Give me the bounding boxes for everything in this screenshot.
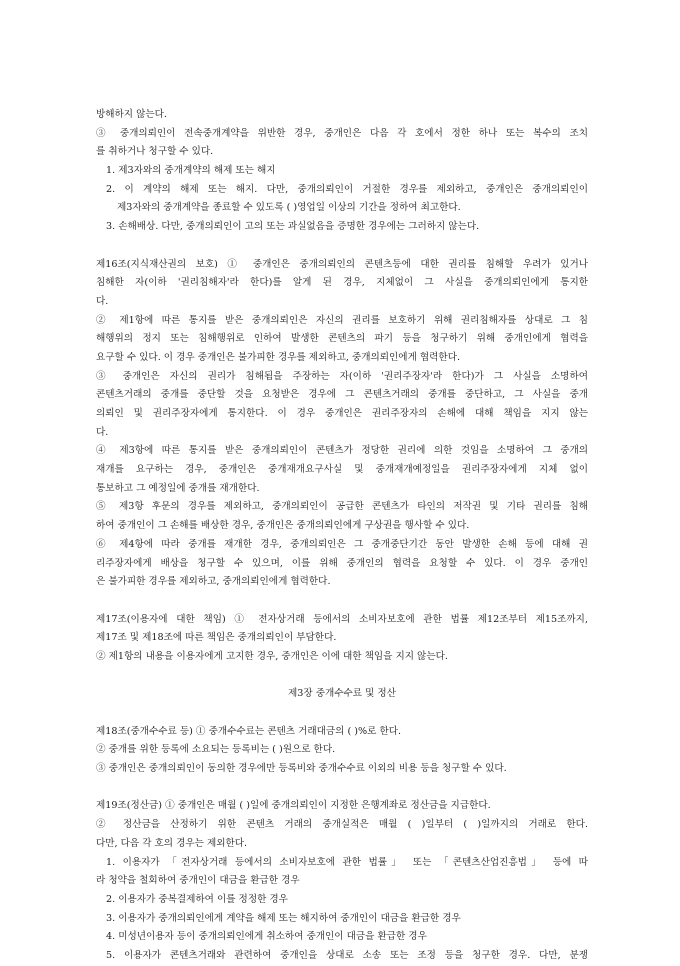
text-line: 다. — [96, 295, 109, 307]
text-line: 해행위의 정지 또는 침해행위로 인하여 발생한 콘텐츠의 파기 등을 청구하기 위해 중개인에게 협력을 — [96, 333, 588, 345]
paragraph-gap — [96, 237, 588, 256]
text-line: ② 정산금을 산정하기 위한 콘텐츠 거래의 중개실적은 매월 ( )일부터 ( )일까지의 거래로 한다. — [96, 819, 588, 831]
text-line: 를 취하거나 청구할 수 있다. — [96, 146, 214, 158]
text-line: 방해하지 않는다. — [96, 109, 167, 120]
text-line: ② 제1항에 따른 통지를 받은 중개의뢰인은 자신의 권리를 보호하기 위해 권리침해자를 상대로 그 침 — [96, 314, 588, 326]
text-line: 통보하고 그 예정일에 중개를 재개한다. — [96, 482, 260, 494]
text-line: ③ 중개인은 자신의 권리가 침해됨을 주장하는 자(이하 '권리주장자'라 한다)가 그 사실을 소명하여 — [96, 370, 588, 382]
paragraph-gap — [96, 704, 588, 723]
text-line: 재개를 요구하는 경우, 중개인은 중개재개요구사실 및 중개재개예정일을 권리주장자에게 지체 없이 — [96, 464, 588, 476]
list-item-continuation: 제3자와의 중개계약을 종료할 수 있도록 ( )영업일 이상의 기간을 정하여 최고한다. — [117, 202, 461, 214]
text-line: ② 제1항의 내용을 이용자에게 고지한 경우, 중개인은 이에 대한 책임을 지지 않는다. — [96, 650, 448, 662]
text-line: 다. — [96, 426, 109, 438]
article-heading-line: 제17조(이용자에 대한 책임) ① 전자상거래 등에서의 소비자보호에 관한 법률 제12조부터 제15조까지, — [96, 613, 588, 625]
paragraph-gap — [96, 667, 588, 686]
list-item: 1. 이용자가 「전자상거래 등에서의 소비자보호에 관한 법률」 또는 「콘텐츠산업진흥법」 등에 따 — [106, 856, 588, 868]
article-heading-line: 제18조(중개수수료 등) ① 중개수수료는 콘텐츠 거래대금의 ( )%로 한다. — [96, 725, 402, 737]
list-item: 4. 미성년이용자 등이 중개의뢰인에게 취소하여 중개인이 대금을 환급한 경우 — [106, 931, 427, 943]
list-item: 3. 이용자가 중개의뢰인에게 계약을 해제 또는 해지하여 중개인이 대금을 환급한 경우 — [106, 912, 461, 924]
paragraph-gap — [96, 592, 588, 611]
text-line: ③ 중개의뢰인이 전속중개계약을 위반한 경우, 중개인은 다음 각 호에서 정한 하나 또는 복수의 조치 — [96, 127, 588, 139]
paragraph-gap — [96, 779, 588, 798]
text-line: 은 불가피한 경우를 제외하고, 중개의뢰인에게 협력한다. — [96, 576, 331, 588]
text-line: 리주장자에게 배상을 청구할 수 있으며, 이를 위해 중개인의 협력을 요청할 수 있다. 이 경우 중개인 — [96, 557, 588, 569]
list-item: 2. 이용자가 중복결제하여 이를 정정한 경우 — [106, 893, 288, 905]
text-line: ⑥ 제4항에 따라 중개를 재개한 경우, 중개의뢰인은 그 중개중단기간 동안 발생한 손해 등에 대해 권 — [96, 538, 588, 550]
text-line: 하여 중개인이 그 손해를 배상한 경우, 중개인은 중개의뢰인에게 구상권을 행사할 수 있다. — [96, 520, 470, 532]
article-heading-line: 제19조(정산금) ① 중개인은 매월 ( )일에 중개의뢰인이 지정한 은행계좌로 정산금을 지급한다. — [96, 800, 491, 812]
list-item: 5. 이용자가 콘텐츠거래와 관련하여 중개인을 상대로 소송 또는 조정 등을 청구한 경우. 다만, 분쟁 — [106, 949, 588, 961]
text-line: ③ 중개인은 중개의뢰인이 동의한 경우에만 등록비와 중개수수료 이외의 비용 등을 청구할 수 있다. — [96, 763, 507, 775]
list-item: 2. 이 계약의 해제 또는 해지. 다만, 중개의뢰인이 거절한 경우를 제외하고, 중개인은 중개의뢰인이 — [106, 183, 588, 195]
text-line: 제17조 및 제18조에 따른 책임은 중개의뢰인이 부담한다. — [96, 632, 337, 644]
text-line: 요구할 수 있다. 이 경우 중개인은 불가피한 경우를 제외하고, 중개의뢰인에게 협력한다. — [96, 351, 461, 363]
text-line: ② 중개를 위한 등록에 소요되는 등록비는 ( )원으로 한다. — [96, 744, 336, 756]
text-line: 침해한 자(이하 '권리침해자'라 한다)를 알게 된 경우, 지체없이 그 사실을 중개의뢰인에게 통지한 — [96, 277, 588, 289]
text-line: 콘텐츠거래의 중개를 중단할 것을 요청받은 경우에 그 콘텐츠거래의 중개를 중단하고, 그 사실을 중개 — [96, 389, 588, 401]
list-item: 1. 제3자와의 중개계약의 해제 또는 해지 — [106, 165, 276, 177]
article-heading-line: 제16조(지식재산권의 보호) ① 중개인은 중개의뢰인의 콘텐츠등에 대한 권리를 침해할 우려가 있거나 — [96, 258, 588, 270]
text-line: ④ 제3항에 따른 통지를 받은 중개의뢰인이 콘텐츠가 정당한 권리에 의한 것임을 소명하여 그 중개의 — [96, 445, 588, 457]
text-line: 의뢰인 및 권리주장자에게 통지한다. 이 경우 중개인은 권리주장자의 손해에 대해 책임을 지지 않는 — [96, 408, 588, 419]
list-item-continuation: 라 청약을 철회하여 중개인이 대금을 환급한 경우 — [96, 875, 300, 887]
text-line: ⑤ 제3항 후문의 경우를 제외하고, 중개의뢰인이 공급한 콘텐츠가 타인의 저작권 및 기타 권리를 침해 — [96, 501, 588, 513]
chapter-title: 제3장 중개수수료 및 정산 — [288, 688, 396, 700]
text-line: 다만, 다음 각 호의 경우는 제외한다. — [96, 837, 248, 849]
document-body — [96, 106, 588, 966]
list-item: 3. 손해배상. 다만, 중개의뢰인이 고의 또는 과실없음을 증명한 경우에는 그러하지 않는다. — [106, 221, 480, 233]
